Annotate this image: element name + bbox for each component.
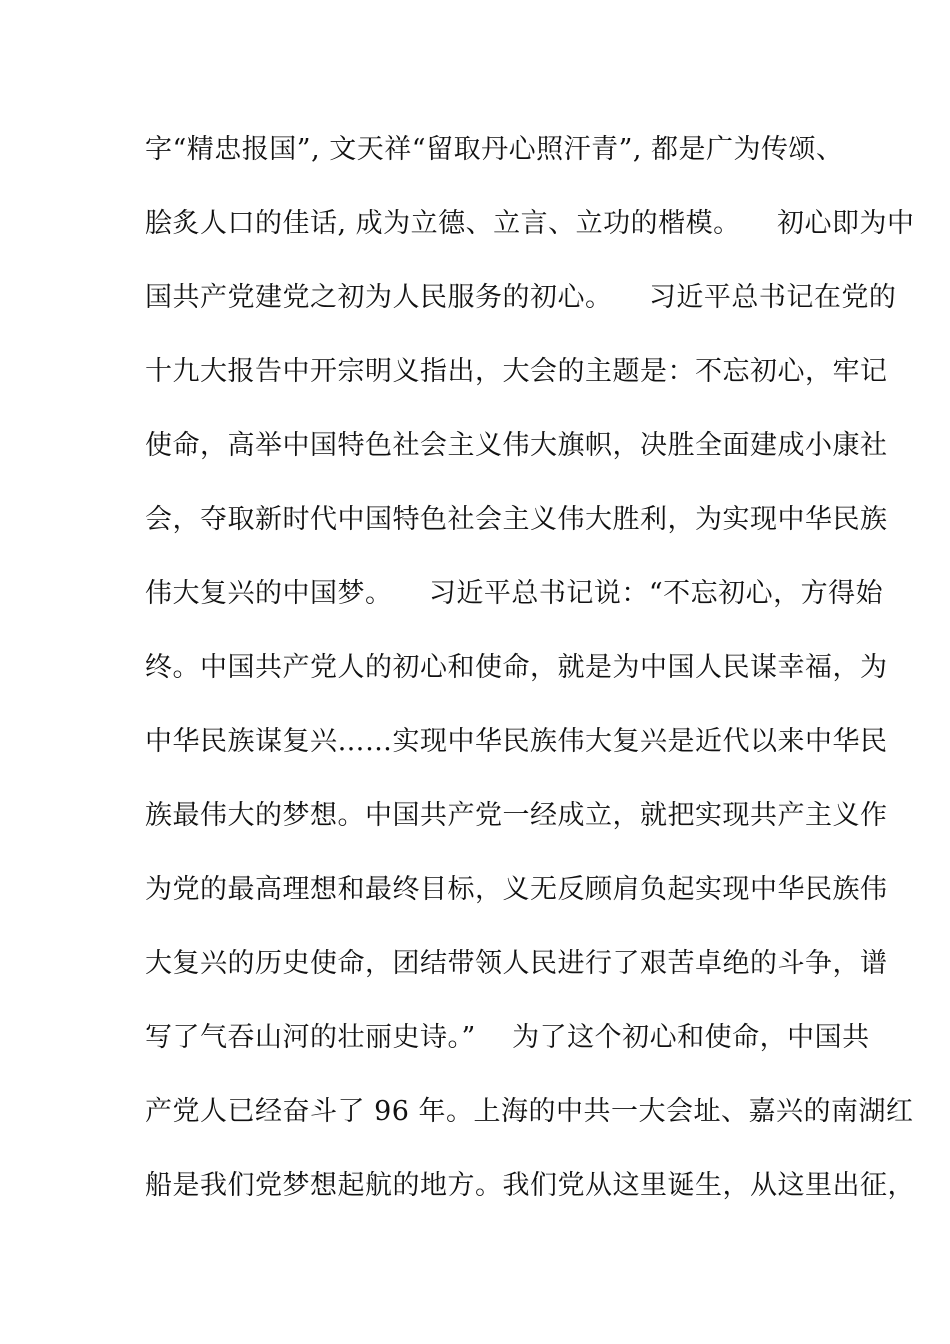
text-line: 终。中国共产党人的初心和使命，就是为中国人民谋幸福，为 (145, 652, 888, 683)
text-line: 十九大报告中开宗明义指出，大会的主题是：不忘初心，牢记 (145, 356, 888, 387)
body-text (145, 130, 915, 1240)
text-line: 写了气吞山河的壮丽史诗。” 为了这个初心和使命，中国共 (145, 1022, 870, 1053)
text-line: 为党的最高理想和最终目标，义无反顾肩负起实现中华民族伟 (145, 874, 888, 905)
text-line: 族最伟大的梦想。中国共产党一经成立，就把实现共产主义作 (145, 800, 888, 831)
text-line: 脍炙人口的佳话, 成为立德、立言、立功的楷模。 初心即为中 (145, 208, 915, 239)
text-line: 伟大复兴的中国梦。 习近平总书记说：“不忘初心，方得始 (145, 578, 884, 609)
text-line: 中华民族谋复兴……实现中华民族伟大复兴是近代以来中华民 (145, 726, 888, 757)
text-line: 大复兴的历史使命，团结带领人民进行了艰苦卓绝的斗争，谱 (145, 948, 888, 979)
text-line: 字“精忠报国”, 文天祥“留取丹心照汗青”, 都是广为传颂、 (145, 134, 844, 165)
text-line: 使命，高举中国特色社会主义伟大旗帜，决胜全面建成小康社 (145, 430, 888, 461)
text-line: 产党人已经奋斗了 96 年。上海的中共一大会址、嘉兴的南湖红 (145, 1096, 914, 1127)
text-line: 船是我们党梦想起航的地方。我们党从这里诞生，从这里出征， (145, 1170, 915, 1201)
text-line: 国共产党建党之初为人民服务的初心。 习近平总书记在党的 (145, 282, 897, 313)
text-line: 会，夺取新时代中国特色社会主义伟大胜利，为实现中华民族 (145, 504, 888, 535)
